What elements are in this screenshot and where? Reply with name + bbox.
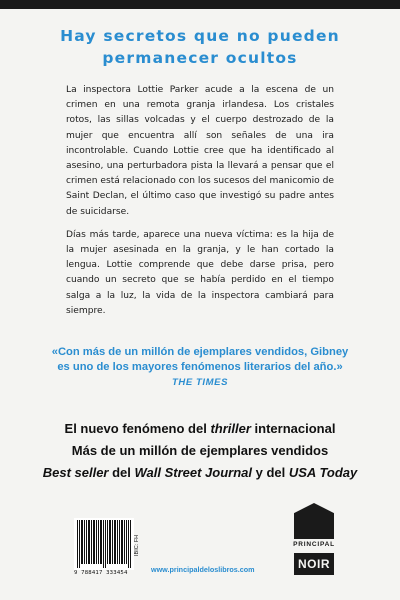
sales-claims [20,418,380,484]
barcode-bars [74,518,134,570]
top-border-bar [0,0,400,9]
claim-3-best-seller: Best seller [42,465,109,480]
press-quote [40,345,360,390]
logo-noir-text: NOIR [294,553,334,575]
synopsis-paragraph-2: Días más tarde, aparece una nueva víctima: es la hija de la mujer asesinada en la granja, y le han cortado la lengua. Lottie comprende que debe darse prisa, pero cuando un secreto que se había perdido en el tiempo salga a la luz, la vida de la inspectora cambiará para siempre. [66,229,334,316]
barcode [74,518,134,580]
claim-line-2: Más de un millón de ejemplares vendidos [71,443,329,458]
claim-3-del: del [108,465,135,480]
quote-line-2: es uno de los mayores fenómenos literarios del año.» [57,361,343,373]
logo-principal-text: PRINCIPAL [293,541,335,548]
isbn-digits: 9 788417 333454 [74,570,128,576]
logo-house-icon [294,503,334,539]
headline-line-2: permanecer ocultos [102,49,298,67]
claim-1-emphasis: thriller [210,421,251,436]
publisher-logo [290,503,338,575]
claim-1-pre: El nuevo fenómeno del [64,421,211,436]
claim-line-3 [20,462,380,484]
quote-source: THE TIMES [171,377,229,388]
quote-line-1: «Con más de un millón de ejemplares vendidos, Gibney [51,346,349,358]
claim-3-wsj: Wall Street Journal [134,465,253,480]
publisher-website-link[interactable]: www.principaldeloslibros.com [151,565,255,574]
synopsis-paragraph-1: La inspectora Lottie Parker acude a la escena de un crimen en una remota granja irlandesa. Los cristales rotos, las sillas volcadas y el cuerpo destrozado de la mujer que encuentra allí son señales de una ira incontrolable. Cuando Lottie cree que ha identificado al asesino, una perturbadora pista la llevará a pensar que el crimen está relacionado con los sucesos del manicomio de Saint Declan, el último caso que investigó su padre antes de suicidarse. [66,85,334,217]
claim-line-1 [20,418,380,440]
headline [30,25,370,69]
claim-1-post: internacional [250,421,336,436]
claim-3-y-del: y del [252,465,289,480]
ibic-code: IBIC: FH [134,534,140,556]
synopsis [66,83,334,327]
headline-line-1: Hay secretos que no pueden [60,27,340,45]
claim-3-usa-today: USA Today [288,465,358,480]
